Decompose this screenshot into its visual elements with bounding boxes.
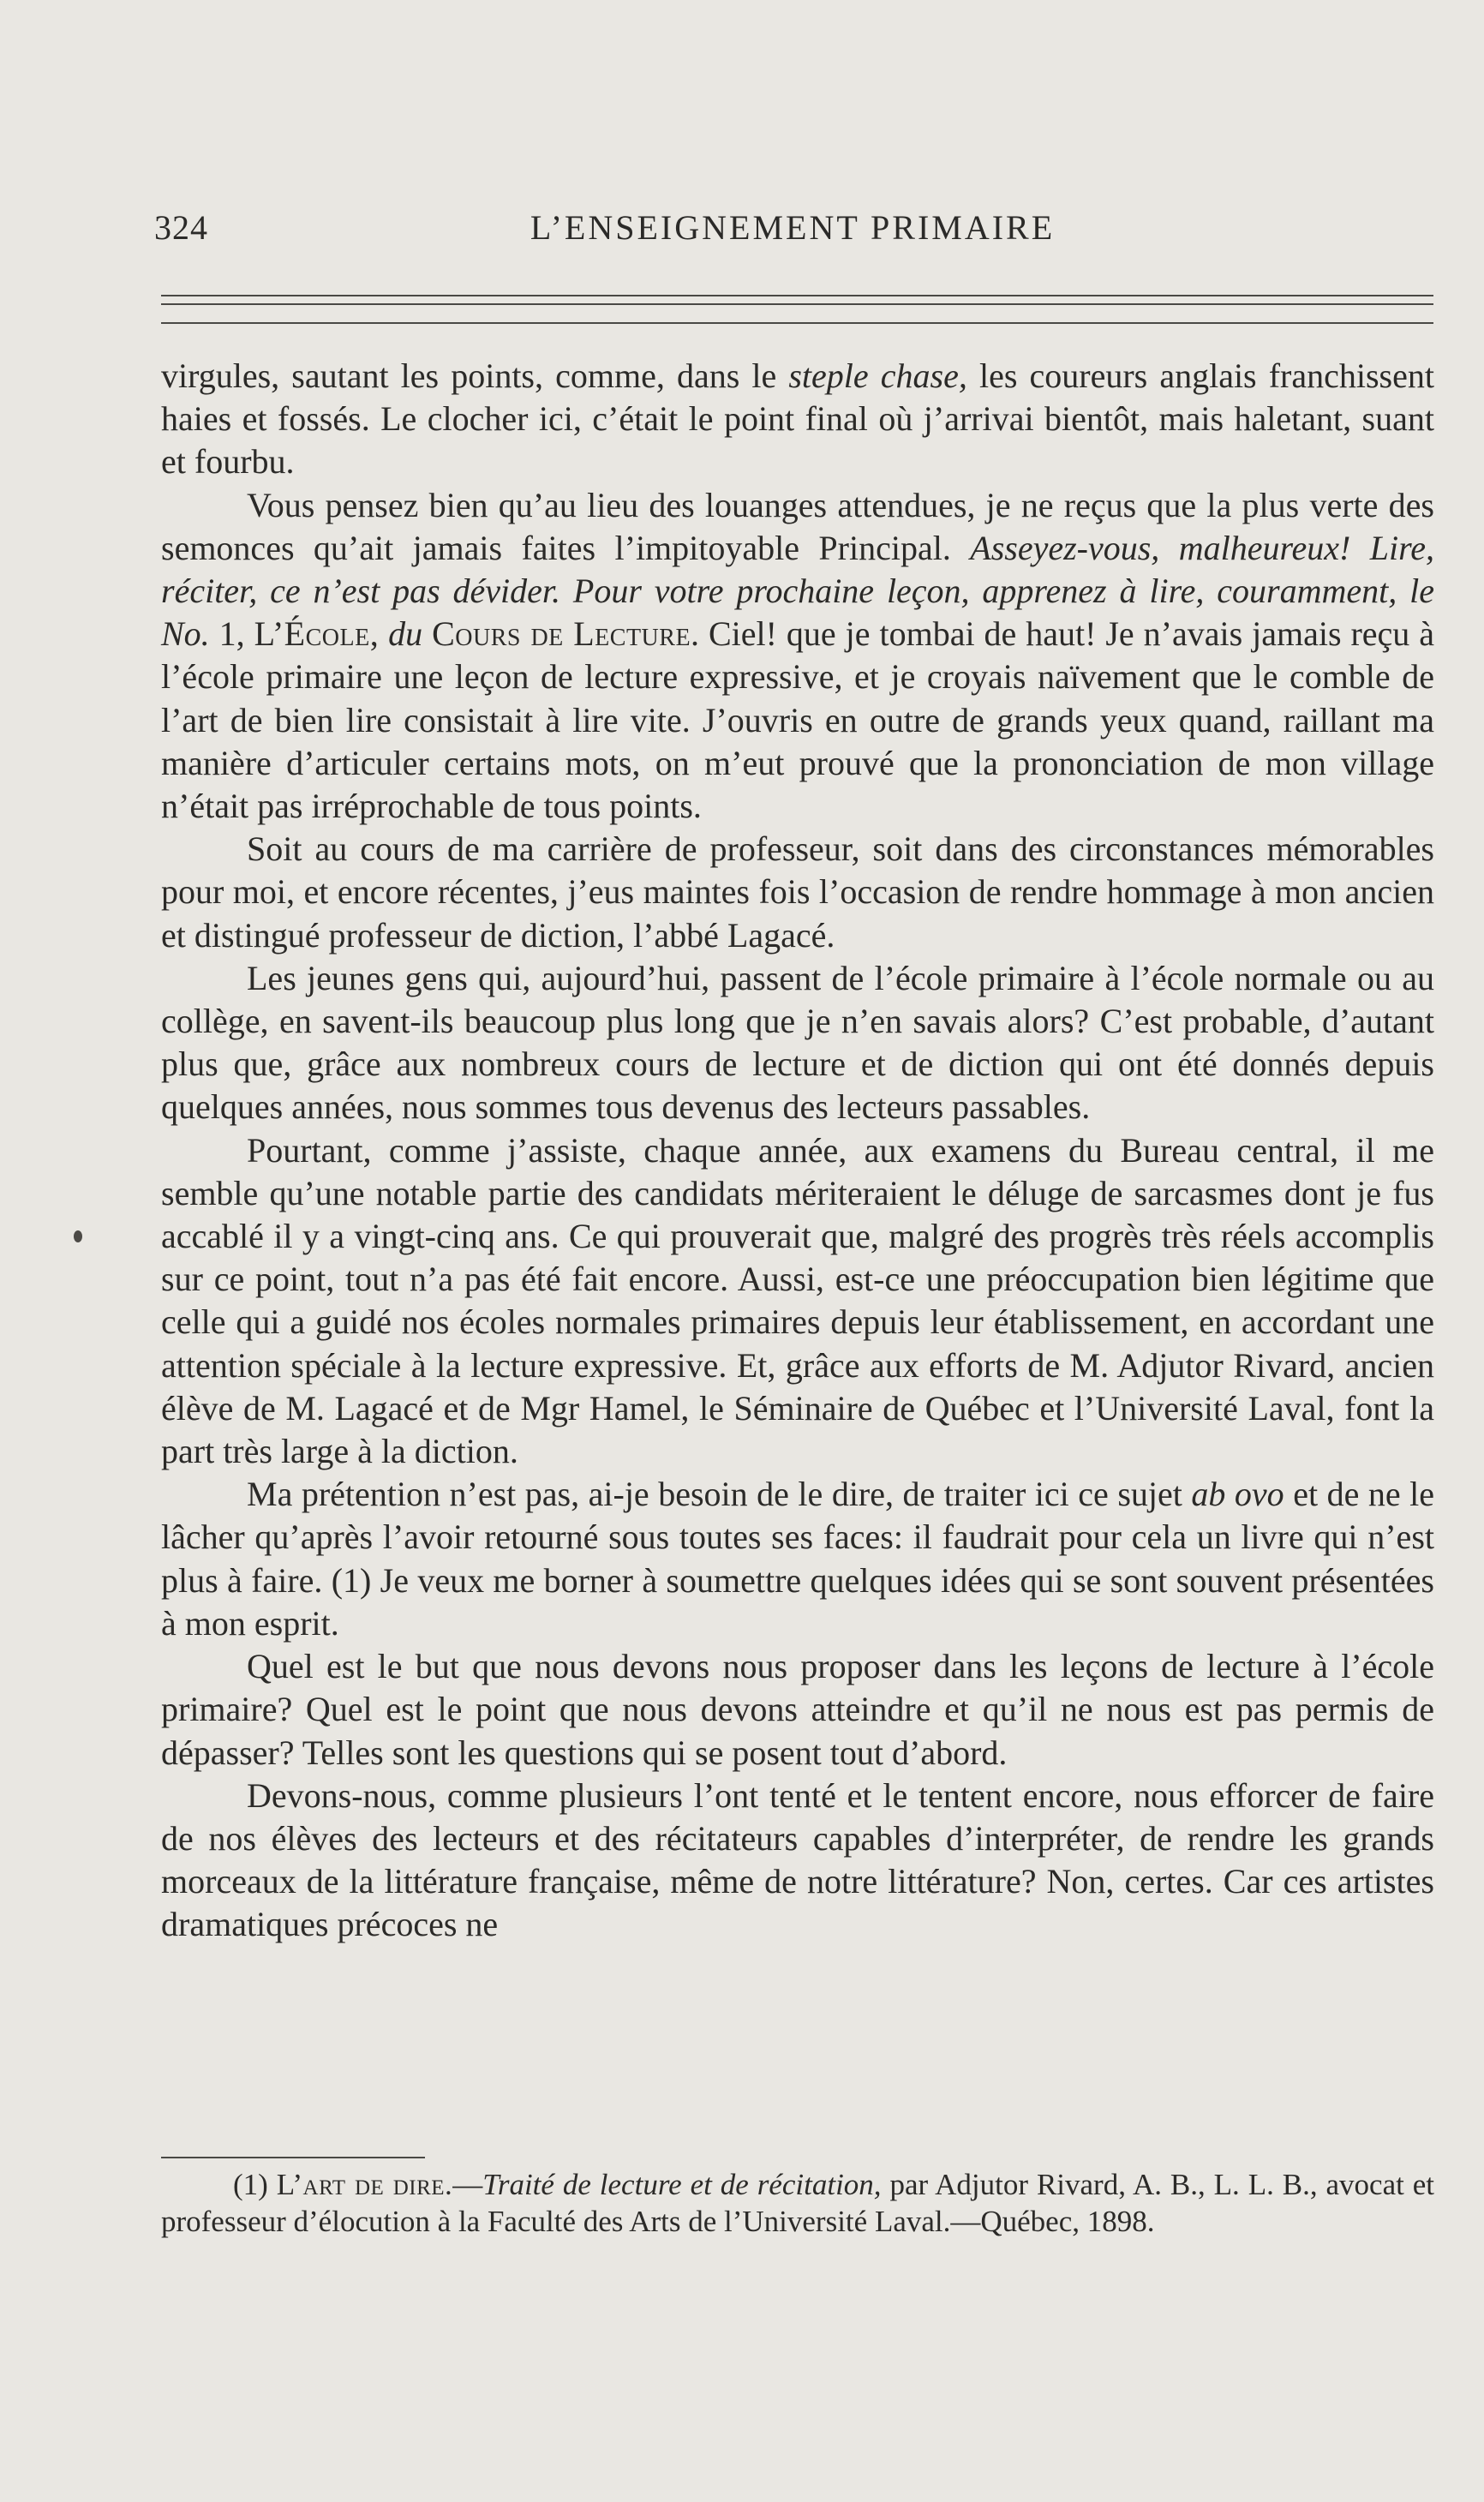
header-rule-top [161,295,1433,296]
paragraph [161,828,1434,957]
text-run: 1, [209,614,254,654]
italic-text: du [379,614,433,654]
small-caps-text: L’art de dire. [276,2168,453,2201]
small-caps-text: L’École, [254,614,380,654]
footnote-number: (1) [233,2168,268,2201]
header-title: L’ENSEIGNEMENT PRIMAIRE [530,208,1056,247]
body-text [161,355,1434,1947]
text-run: . Ciel! que je tombai de haut! Je n’avais jamais reçu à l’école primaire une leçon de lecture expressive, et je croyais naïvement que le comble de l’art de bien lire consistait à lire vite. J’ouvris en outre de grands yeux quand, raillant ma manière d’articuler certains mots, on m’eut prouvé que la prononciation de mon village n’était pas irréprochable de tous points. [161,614,1434,826]
text-run: Soit au cours de ma carrière de professeur, soit dans des circonstances mémorables pour moi, et encore récentes, j’eus maintes fois l’occasion de rendre hommage à mon ancien et distingué professeur de diction, l’abbé Lagacé. [161,829,1434,955]
footnote-text [161,2168,1434,2238]
text-run: Quel est le but que nous devons nous proposer dans les leçons de lecture à l’école primaire? Quel est le point que nous devons atteindre et qu’il ne nous est pas permis de dépasser? Telles sont les questions qui se posent tout d’abord. [161,1647,1434,1772]
text-run: Les jeunes gens qui, aujourd’hui, passent de l’école primaire à l’école normale ou au collège, en savent-ils beaucoup plus long que je n’en savais alors? C’est probable, d’autant plus que, grâce aux nombreux cours de lecture et de diction qui ont été donnés depuis quelques années, nous sommes tous devenus des lecteurs passables. [161,958,1434,1127]
text-run: — [452,2168,483,2201]
paragraph [161,355,1434,484]
text-run: Pourtant, comme j’assiste, chaque année, aux examens du Bureau central, il me semble qu’une notable partie des candidats mériteraient le déluge de sarcasmes dont je fus accablé il y a vingt-cinq ans. Ce qui prouverait que, malgré des progrès très réels accomplis sur ce point, tout n’a pas été fait encore. Aussi, est-ce une préoccupation bien légitime que celle qui a guidé nos écoles normales primaires depuis leur établissement, en accordant une attention spéciale à la lecture expressive. Et, grâce aux efforts de M. Adjutor Rivard, ancien élève de M. Lagacé et de Mgr Hamel, le Séminaire de Québec et l’Université Laval, font la part très large à la diction. [161,1130,1434,1471]
paragraph [161,1645,1434,1775]
small-caps-text: Cours de Lecture [432,614,691,654]
header-rule-middle [161,303,1433,305]
header-rule-bottom [161,322,1433,324]
text-run: et de ne le lâcher qu’après l’avoir retourné sous toutes ses faces: il faudrait pour cela un livre qui n’est plus à faire. (1) Je veux me borner à soumettre quelques idées qui se sont souvent présentées à mon esprit. [161,1475,1434,1643]
paragraph [161,1473,1434,1645]
paragraph [161,1129,1434,1474]
text-run: les coureurs anglais franchissent haies et fossés. Le clocher ici, c’était le point final où j’arrivai bientôt, mais haletant, suant et fourbu. [161,356,1434,482]
footnote-rule [161,2157,425,2158]
italic-text: Asseyez-vous, malheureux! Lire, réciter, ce n’est pas dévider. Pour votre prochaine leçon, apprenez à lire, couramment, le No. [161,528,1434,654]
text-run [268,2168,277,2201]
paragraph [161,484,1434,829]
paragraph [161,957,1434,1129]
ink-speck [74,1230,82,1242]
italic-text: steple chase, [788,356,967,395]
paragraph [161,1775,1434,1947]
page-number: 324 [154,208,208,247]
italic-text: Traité de lecture et de récitation, [482,2168,882,2201]
text-run: virgules, sautant les points, comme, dans le [161,356,789,395]
text-run: Vous pensez bien qu’au lieu des louanges attendues, je ne reçus que la plus verte des semonces qu’ait jamais faites l’impitoyable Principal. [161,485,1434,567]
italic-text: ab ovo [1191,1475,1284,1514]
text-run: Devons-nous, comme plusieurs l’ont tenté et le tentent encore, nous efforcer de faire de nos élèves des lecteurs et des récitateurs capables d’interpréter, de rendre les grands morceaux de la littérature française, même de notre littérature? Non, certes. Car ces artistes dramatiques précoces ne [161,1775,1434,1944]
footnote [161,2166,1434,2240]
text-run: Ma prétention n’est pas, ai-je besoin de le dire, de traiter ici ce sujet [247,1475,1192,1514]
running-head [154,207,1431,259]
text-run: par Adjutor Rivard, A. B., L. L. B., avocat et professeur d’élocution à la Faculté des Arts de l’Université Laval.—Québec, 1898. [161,2168,1434,2238]
